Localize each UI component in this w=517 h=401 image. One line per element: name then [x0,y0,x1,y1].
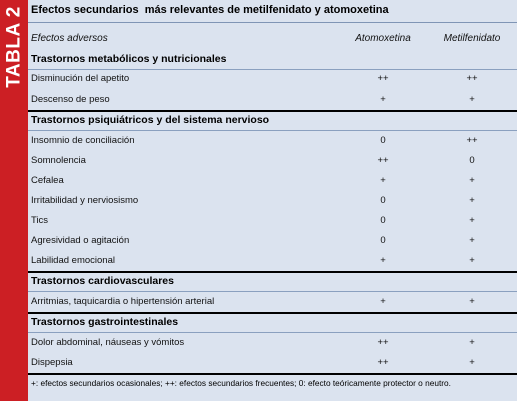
atomoxetine-value: ++ [377,357,389,368]
column-header-effects: Efectos adversos [31,33,108,44]
atomoxetine-value: ++ [377,73,389,84]
methylphenidate-value: 0 [469,155,475,166]
effect-name: Insomnio de conciliación [31,135,135,146]
table-row [28,90,517,110]
table-row [28,292,517,312]
effect-name: Dolor abdominal, náuseas y vómitos [31,337,185,348]
methylphenidate-value: + [469,357,475,368]
table-row [28,231,517,251]
table-row [28,353,517,373]
effect-name: Descenso de peso [31,94,110,105]
table-number-label: TABLA 2 [3,6,25,88]
effect-name: Disminución del apetito [31,73,130,84]
methylphenidate-value: + [469,215,475,226]
atomoxetine-value: + [380,296,386,307]
column-header-row [28,29,517,49]
methylphenidate-value: + [469,195,475,206]
methylphenidate-value: + [469,296,475,307]
atomoxetine-value: ++ [377,337,389,348]
table-footnote: +: efectos secundarios ocasionales; ++: efectos secundarios frecuentes; 0: efecto teóricamente protector o neutro. [31,378,451,388]
methylphenidate-value: ++ [466,135,478,146]
methylphenidate-value: + [469,235,475,246]
atomoxetine-value: 0 [380,135,386,146]
footnote-separator [28,373,517,375]
table-row [28,171,517,191]
table-row [28,131,517,151]
atomoxetine-value: ++ [377,155,389,166]
effect-name: Irritabilidad y nerviosismo [31,195,139,206]
effect-name: Labilidad emocional [31,255,115,266]
section-title-psychiatric: Trastornos psiquiátricos y del sistema nervioso [31,114,270,126]
methylphenidate-value: + [469,94,475,105]
atomoxetine-value: 0 [380,215,386,226]
table-row [28,69,517,89]
section-title-cardiovascular: Trastornos cardiovasculares [31,275,174,287]
methylphenidate-value: + [469,175,475,186]
methylphenidate-value: ++ [466,73,478,84]
table-row [28,251,517,271]
effect-name: Arritmias, taquicardia o hipertensión arterial [31,296,215,307]
methylphenidate-value: + [469,337,475,348]
table-row [28,191,517,211]
table-number-sidebar [0,0,28,401]
title-divider [28,22,517,23]
table-row [28,151,517,171]
table-panel [28,0,517,401]
atomoxetine-value: 0 [380,235,386,246]
methylphenidate-value: + [469,255,475,266]
effect-name: Somnolencia [31,155,86,166]
table-row [28,211,517,231]
atomoxetine-value: 0 [380,195,386,206]
section-title-gastrointestinal: Trastornos gastrointestinales [31,316,179,328]
effect-name: Agresividad o agitación [31,235,130,246]
effect-name: Dispepsia [31,357,73,368]
atomoxetine-value: + [380,255,386,266]
column-header-methylphenidate: Metilfenidato [443,33,501,44]
section-title-metabolic: Trastornos metabólicos y nutricionales [31,53,227,65]
effect-name: Tics [31,215,49,226]
effect-name: Cefalea [31,175,64,186]
atomoxetine-value: + [380,94,386,105]
atomoxetine-value: + [380,175,386,186]
table-row [28,333,517,353]
table-title: Efectos secundarios más relevantes de metilfenidato y atomoxetina [31,4,389,16]
column-header-atomoxetine: Atomoxetina [355,33,411,44]
